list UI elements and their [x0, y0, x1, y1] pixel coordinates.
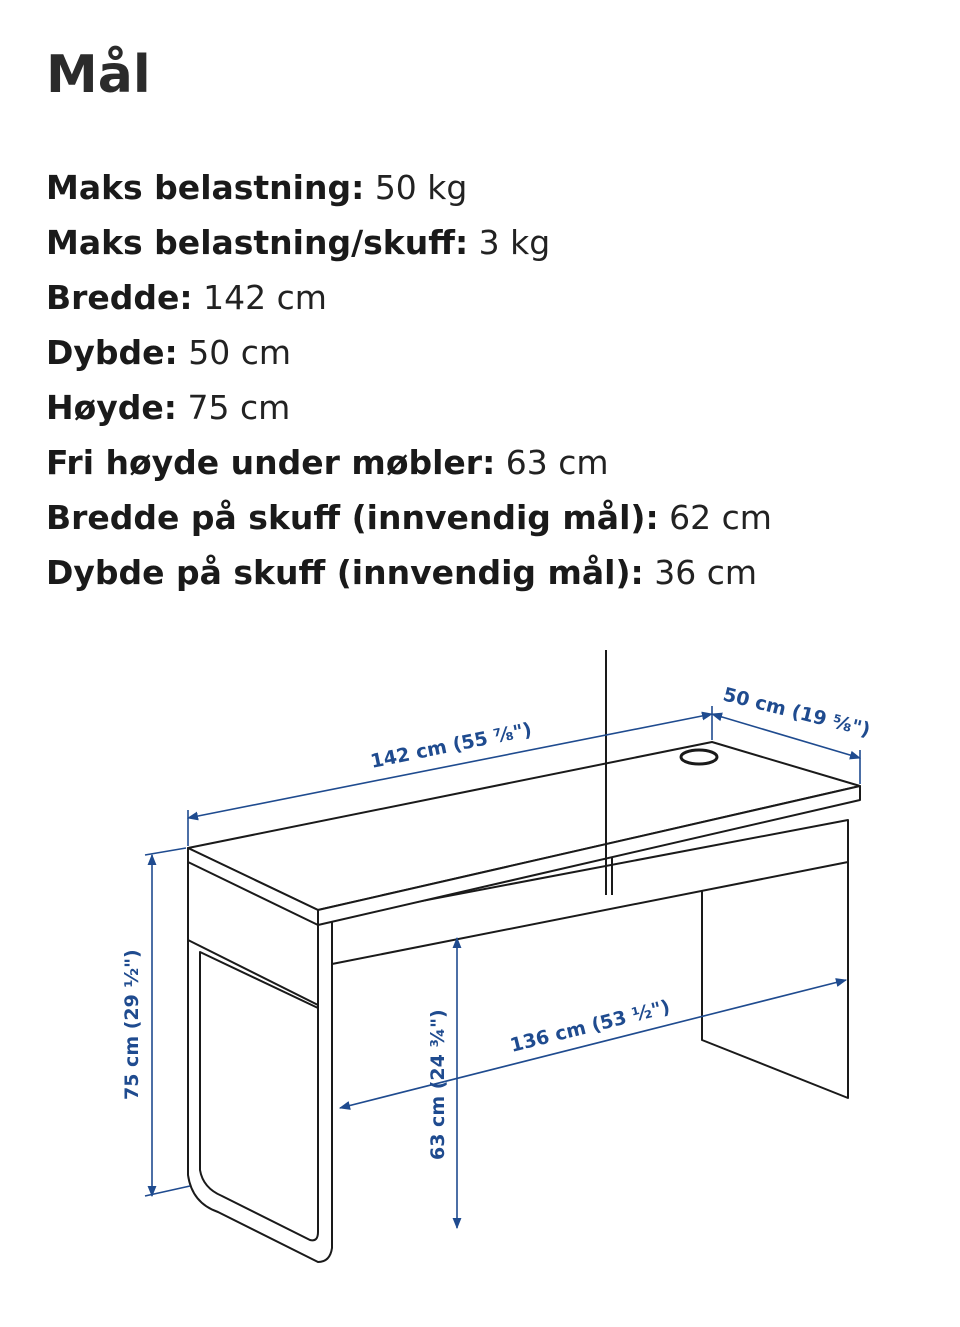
spec-value: 75 cm	[187, 388, 291, 427]
spec-label: Maks belastning/skuff:	[46, 223, 469, 262]
desk-dimension-diagram	[0, 650, 960, 1327]
page-title: Mål	[46, 45, 151, 105]
cable-hole-icon	[681, 750, 717, 764]
spec-depth	[46, 328, 772, 383]
depth-dimension-label: 50 cm (19 ⅝")	[720, 683, 873, 742]
spec-label: Bredde på skuff (innvendig mål):	[46, 498, 659, 537]
spec-value: 3 kg	[478, 223, 551, 262]
spec-value: 50 kg	[374, 168, 468, 207]
spec-drawer-width	[46, 493, 772, 548]
spec-value: 142 cm	[203, 278, 327, 317]
spec-height	[46, 383, 772, 438]
clearance-dimension-label: 63 cm (24 ¾")	[427, 1009, 449, 1160]
spec-value: 50 cm	[188, 333, 292, 372]
spec-label: Maks belastning:	[46, 168, 365, 207]
spec-label: Fri høyde under møbler:	[46, 443, 496, 482]
spec-width	[46, 273, 772, 328]
spec-max-load	[46, 163, 772, 218]
spec-clearance	[46, 438, 772, 493]
width-dimension-label: 142 cm (55 ⅞")	[368, 718, 534, 773]
spec-value: 63 cm	[505, 443, 609, 482]
spec-max-load-drawer	[46, 218, 772, 273]
spec-drawer-depth	[46, 548, 772, 603]
spec-label: Dybde:	[46, 333, 178, 372]
spec-label: Dybde på skuff (innvendig mål):	[46, 553, 644, 592]
spec-value: 62 cm	[669, 498, 772, 537]
spec-label: Bredde:	[46, 278, 193, 317]
spec-value: 36 cm	[654, 553, 758, 592]
spec-label: Høyde:	[46, 388, 178, 427]
height-dimension-label: 75 cm (29 ½")	[121, 949, 143, 1100]
spec-list	[46, 163, 772, 603]
inner-width-dimension-label: 136 cm (53 ½")	[507, 995, 673, 1057]
